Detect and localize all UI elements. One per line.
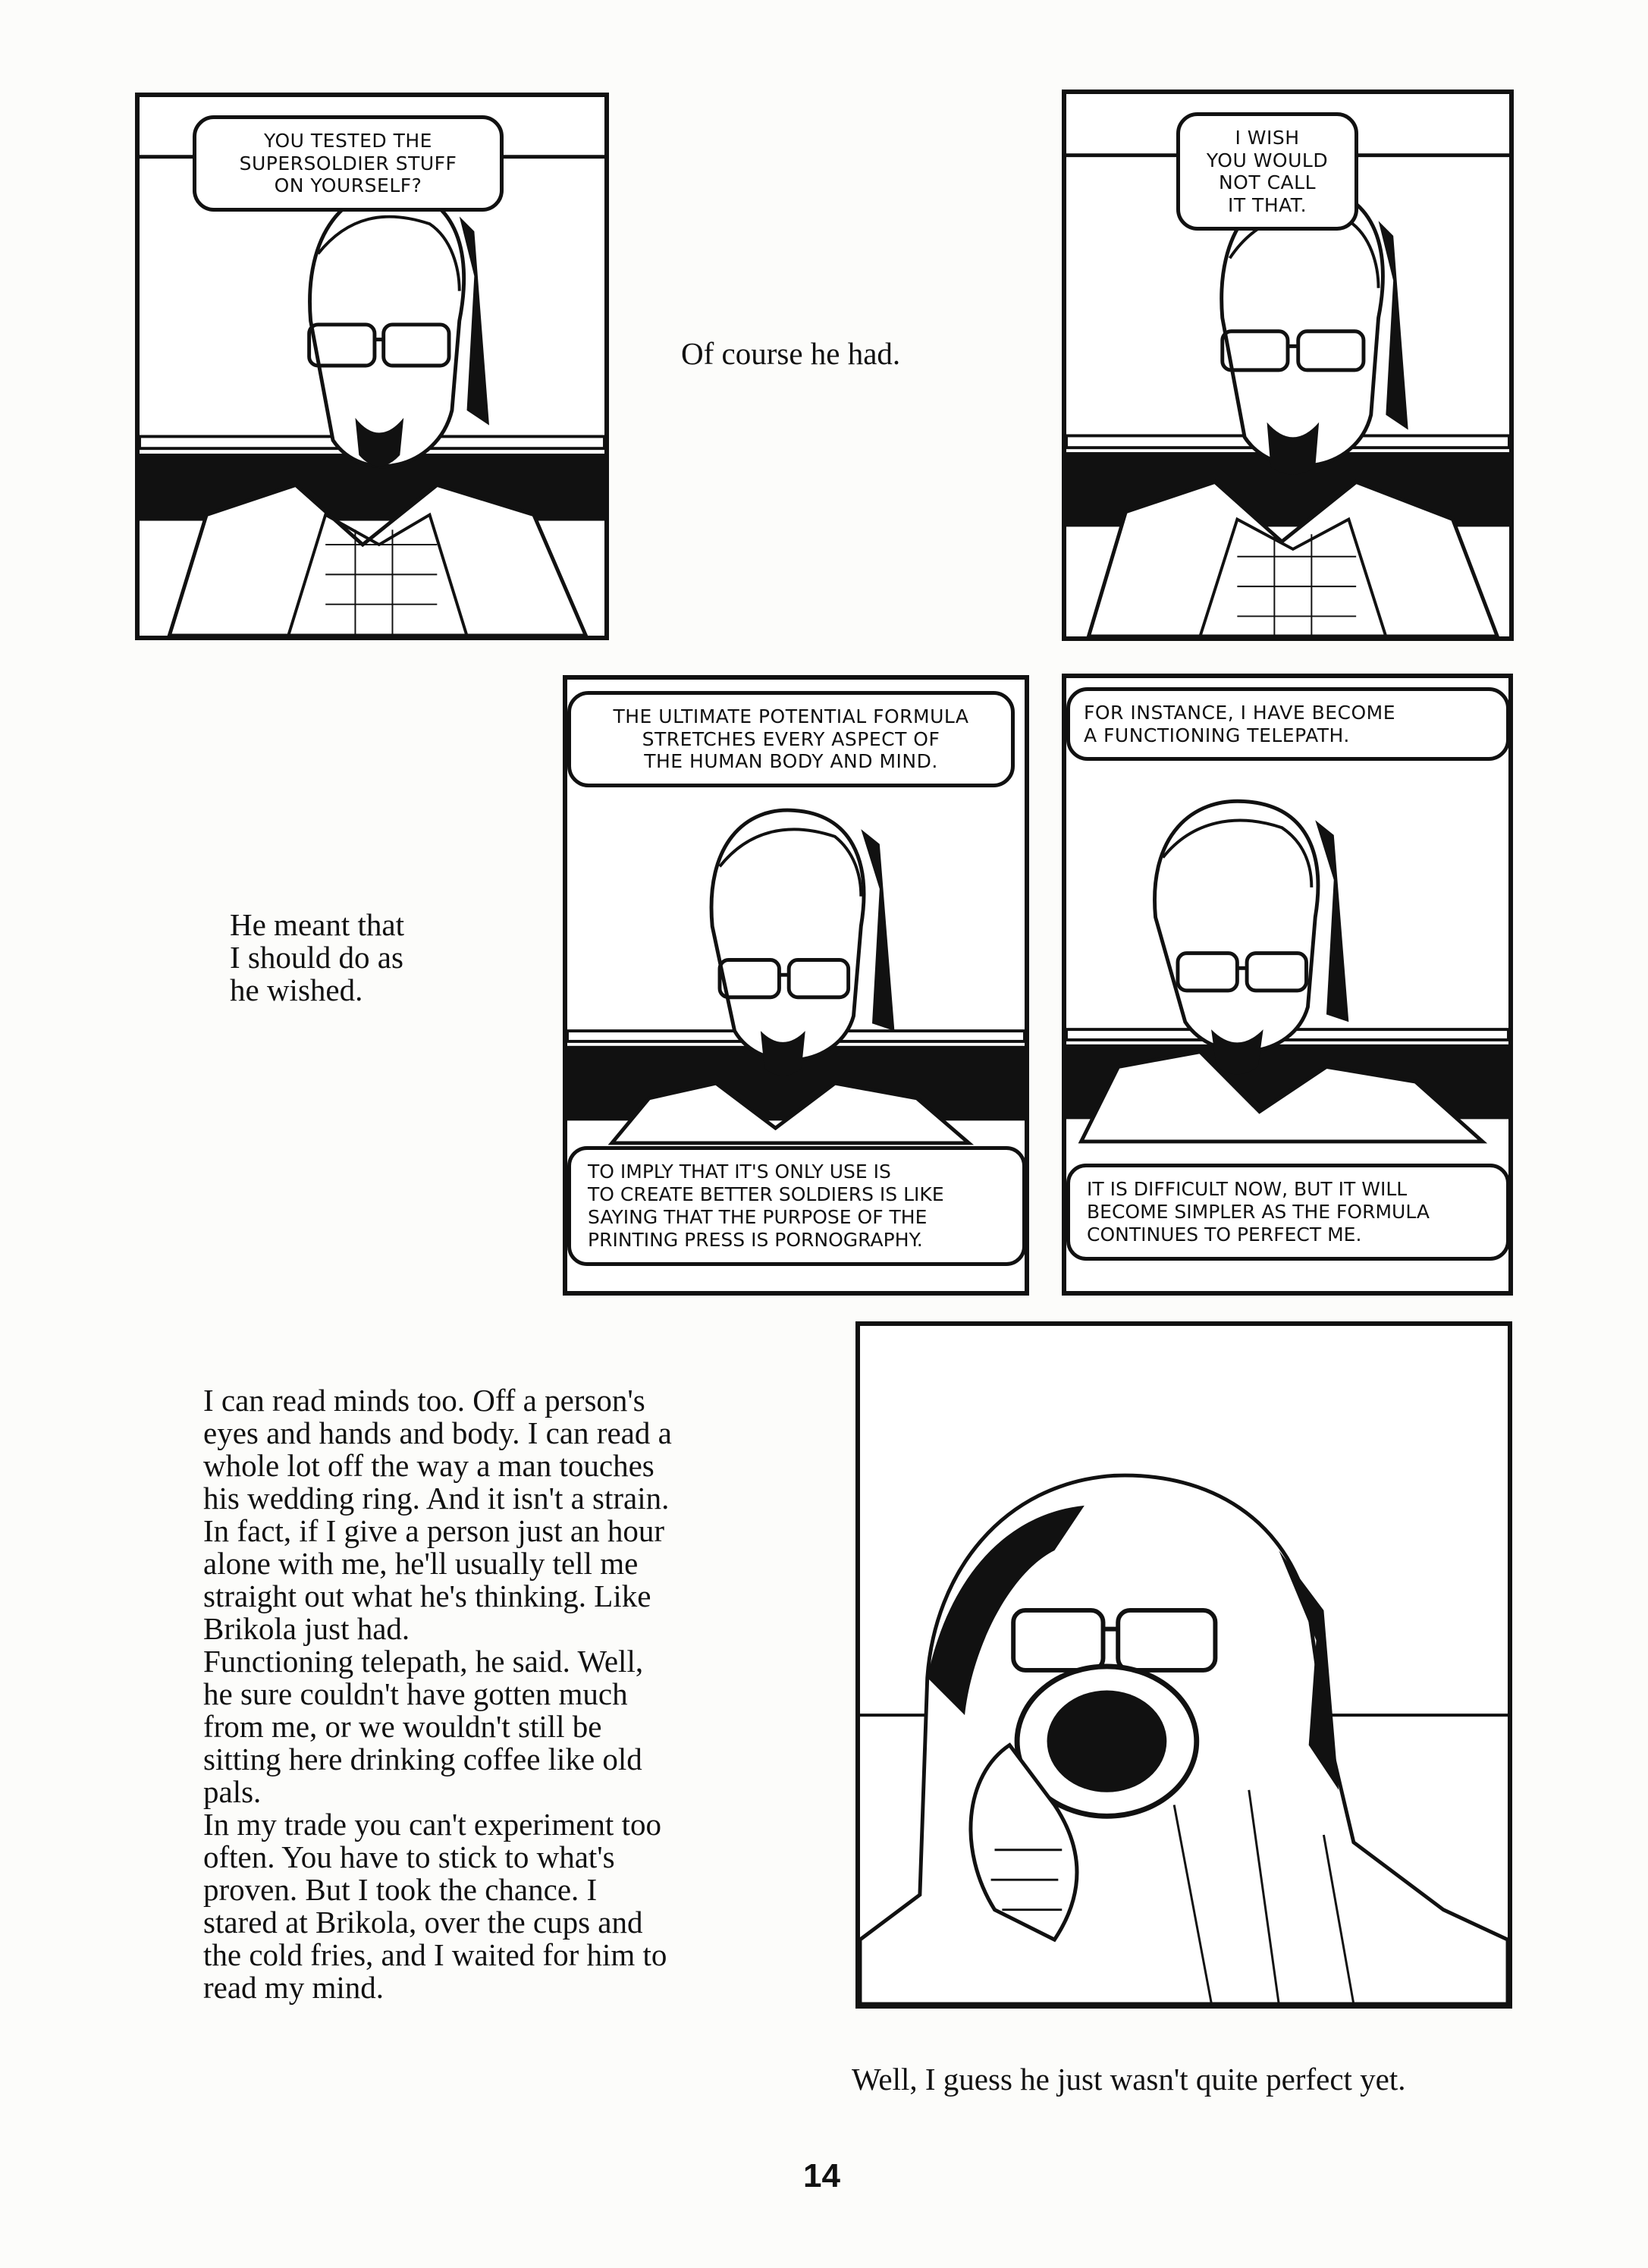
narration-final: Well, I guess he just wasn't quite perfect yet. bbox=[852, 2062, 1406, 2097]
panel-4-caption: IT IS DIFFICULT NOW, BUT IT WILL BECOME SIMPLER AS THE FORMULA CONTINUES TO PERFECT ME. bbox=[1066, 1164, 1510, 1261]
narration-he-meant: He meant that I should do as he wished. bbox=[230, 907, 404, 1007]
panel-3-caption: TO IMPLY THAT IT'S ONLY USE IS TO CREATE BETTER SOLDIERS IS LIKE SAYING THAT THE PURPOSE OF THE PRINTING PRESS IS PORNOGRAPHY. bbox=[567, 1146, 1026, 1266]
panel-5 bbox=[855, 1321, 1512, 2009]
panel-3 bbox=[563, 675, 1029, 1296]
panel-3-balloon: THE ULTIMATE POTENTIAL FORMULA STRETCHES EVERY ASPECT OF THE HUMAN BODY AND MIND. bbox=[567, 691, 1015, 787]
panel-1 bbox=[135, 93, 609, 640]
panel-5-art bbox=[860, 1326, 1508, 2004]
narration-read-minds: I can read minds too. Off a person's eyes and hands and body. I can read a whole lot off the way a man touches his wedding ring. And it isn't a strain. In fact, if I give a person just an hour alone with me, he'll usually tell me straight out what he's thinking. Like Brikola just had. bbox=[203, 1383, 672, 1646]
panel-2-balloon: I WISH YOU WOULD NOT CALL IT THAT. bbox=[1176, 112, 1358, 231]
narration-trade: In my trade you can't experiment too often. You have to stick to what's proven. But I took the chance. I stared at Brikola, over the cups and the cold fries, and I waited for him to read my mind. bbox=[203, 1807, 667, 2005]
panel-4 bbox=[1062, 674, 1513, 1296]
page-number: 14 bbox=[803, 2157, 840, 2194]
narration-telepath: Functioning telepath, he said. Well, he sure couldn't have gotten much from me, or we wouldn't still be sitting here drinking coffee like old pals. bbox=[203, 1644, 644, 1809]
panel-4-balloon: FOR INSTANCE, I HAVE BECOME A FUNCTIONING TELEPATH. bbox=[1066, 687, 1510, 761]
panel-2 bbox=[1062, 90, 1514, 641]
narration-of-course: Of course he had. bbox=[681, 336, 901, 371]
panel-1-balloon: YOU TESTED THE SUPERSOLDIER STUFF ON YOURSELF? bbox=[193, 115, 504, 212]
